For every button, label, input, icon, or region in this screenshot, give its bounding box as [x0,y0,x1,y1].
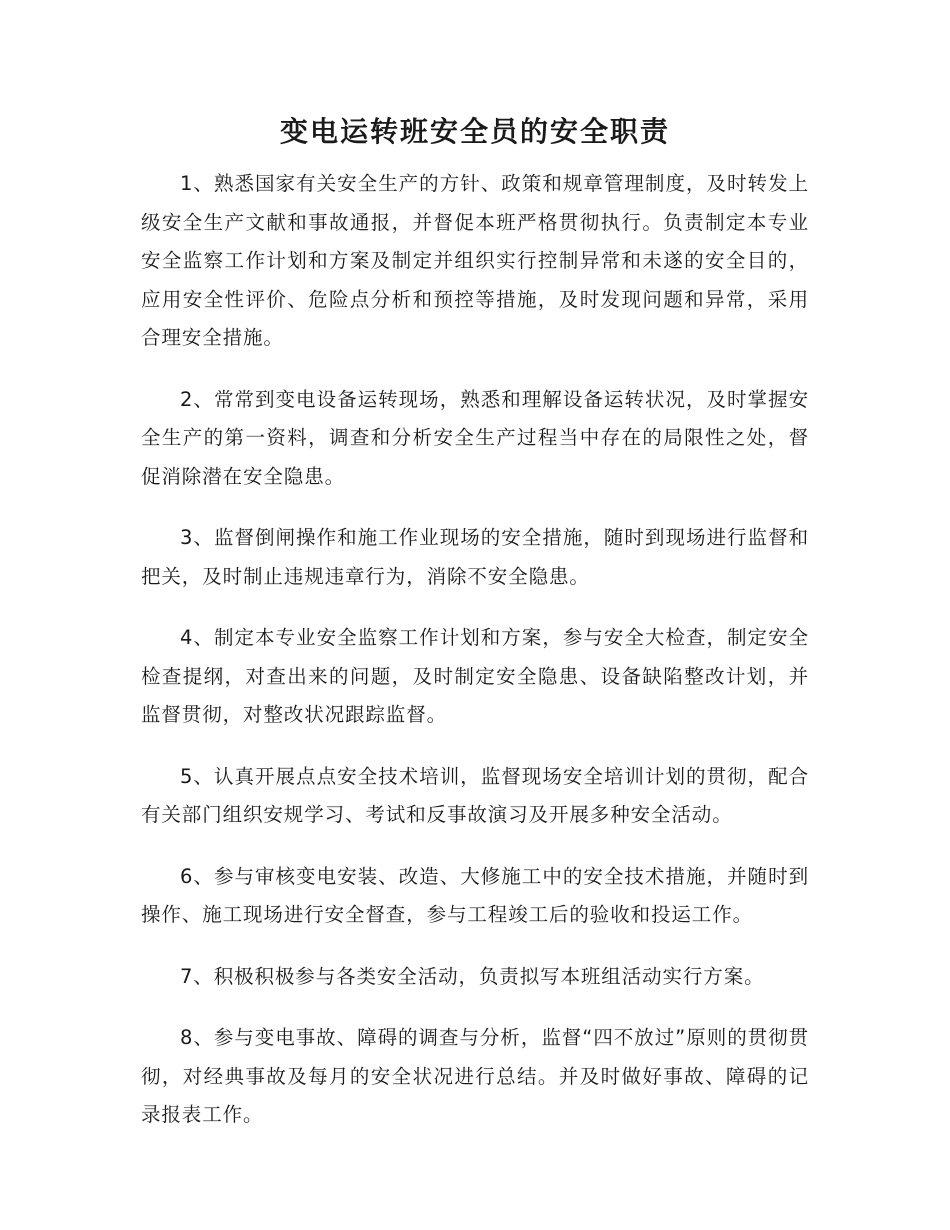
paragraph-1: 1、熟悉国家有关安全生产的方针、政策和规章管理制度，及时转发上级安全生产文献和事故通报，并督促本班严格贯彻执行。负责制定本专业安全监察工作计划和方案及制定并组织实行控制异常和未遂的安全目的，应用安全性评价、危险点分析和预控等措施，及时发现问题和异常，采用合理安全措施。 [141,172,809,349]
document-title: 变电运转班安全员的安全职责 [279,115,670,148]
paragraph-2: 2、常常到变电设备运转现场，熟悉和理解设备运转状况，及时掌握安全生产的第一资料，调查和分析安全生产过程当中存在的局限性之处，督促消除潜在安全隐患。 [141,387,809,488]
paragraph-6: 6、参与审核变电安装、改造、大修施工中的安全技术措施，并随时到操作、施工现场进行安全督查，参与工程竣工后的验收和投运工作。 [141,864,809,926]
paragraph-8: 8、参与变电事故、障碍的调查与分析，监督“四不放过”原则的贯彻贯彻，对经典事故及每月的安全状况进行总结。并及时做好事故、障碍的记录报表工作。 [141,1026,809,1126]
paragraph-4: 4、制定本专业安全监察工作计划和方案，参与安全大检查，制定安全检查提纲，对查出来的问题，及时制定安全隐患、设备缺陷整改计划，并监督贯彻，对整改状况跟踪监督。 [141,626,809,726]
document-body [141,165,809,1158]
paragraph-5: 5、认真开展点点安全技术培训，监督现场安全培训计划的贯彻，配合有关部门组织安规学习、考试和反事故演习及开展多种安全活动。 [141,764,809,826]
paragraph-3: 3、监督倒闸操作和施工作业现场的安全措施，随时到现场进行监督和把关，及时制止违规违章行为，消除不安全隐患。 [141,526,809,588]
paragraph-7: 7、积极积极参与各类安全活动，负责拟写本班组活动实行方案。 [180,964,765,988]
